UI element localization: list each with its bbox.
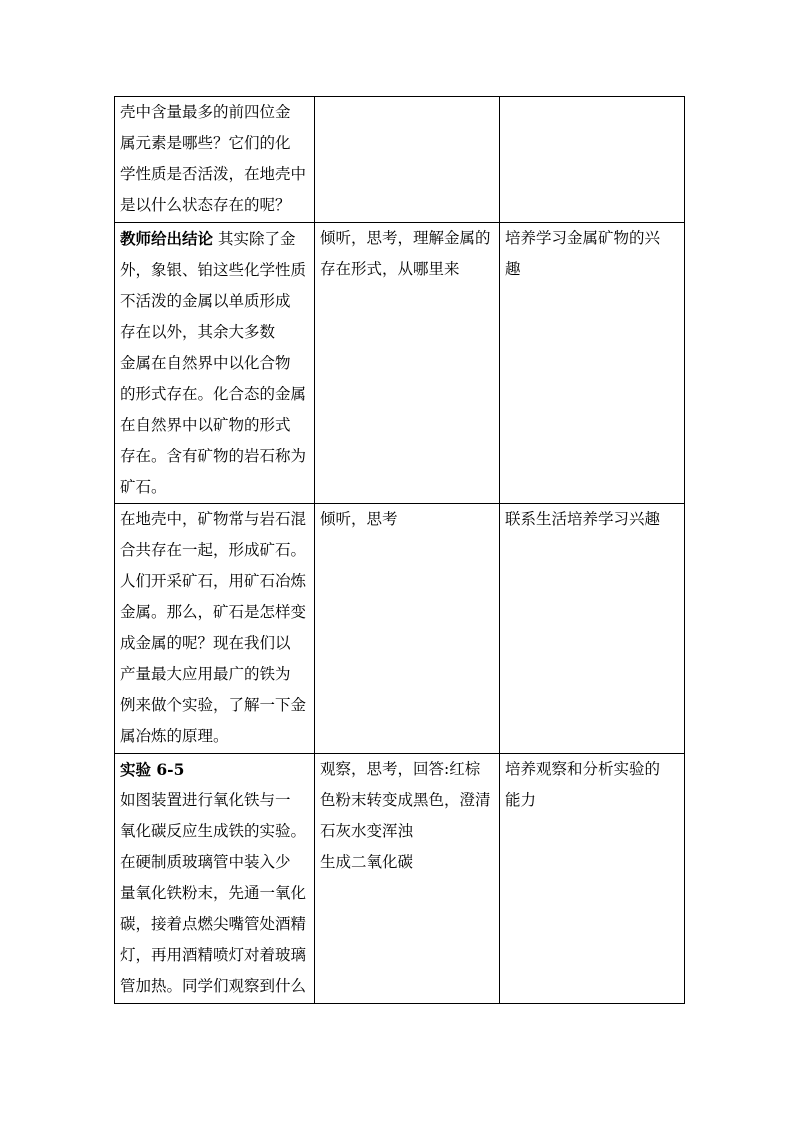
- cell-line: 人们开采矿石，用矿石冶炼: [120, 572, 307, 590]
- cell-line: 量氧化铁粉末，先通一氧化: [120, 884, 307, 902]
- cell-line: 外，象银、铂这些化学性质: [120, 261, 307, 279]
- cell-line: 成金属的呢？现在我们以: [120, 634, 291, 652]
- cell-line: 产量最大应用最广的铁为: [120, 665, 291, 683]
- cell-line: 培养观察和分析实验的: [505, 760, 661, 778]
- cell-line: 学性质是否活泼，在地壳中: [120, 165, 307, 183]
- cell-line: 能力: [505, 791, 537, 809]
- design-intent-cell: [500, 754, 685, 1004]
- cell-line: 在硬制质玻璃管中装入少: [120, 853, 291, 871]
- cell-line: 的形式存在。化合态的金属: [120, 385, 307, 403]
- student-activity-cell: [315, 504, 500, 754]
- design-intent-cell: [500, 223, 685, 504]
- table-row: [115, 754, 685, 1004]
- cell-line: 倾听，思考，理解金属的: [320, 229, 491, 247]
- cell-line: 联系生活培养学习兴趣: [505, 510, 661, 528]
- design-intent-cell: [500, 97, 685, 223]
- cell-line: 趣: [505, 260, 521, 278]
- cell-line: 色粉末转变成黑色，澄清: [320, 791, 491, 809]
- table-row: [115, 504, 685, 754]
- cell-line: 存在以外，其余大多数: [120, 323, 276, 341]
- cell-line: 矿石。: [120, 478, 167, 496]
- cell-line: 不活泼的金属以单质形成: [120, 292, 291, 310]
- cell-line: [120, 223, 310, 255]
- cell-line: 培养学习金属矿物的兴: [505, 229, 661, 247]
- table-row: [115, 223, 685, 504]
- teacher-activity-cell: [115, 223, 315, 504]
- student-activity-cell: [315, 223, 500, 504]
- teacher-activity-cell: [115, 754, 315, 1004]
- cell-line: 存在形式，从哪里来: [320, 260, 460, 278]
- section-heading: 教师给出结论: [120, 229, 214, 248]
- cell-line: 倾听，思考: [320, 510, 398, 528]
- cell-line: 例来做个实验，了解一下金: [120, 696, 307, 714]
- design-intent-cell: [500, 504, 685, 754]
- teacher-activity-cell: [115, 97, 315, 223]
- cell-line: 属元素是哪些？它们的化: [120, 134, 291, 152]
- cell-line: 灯，再用酒精喷灯对着玻璃: [120, 946, 307, 964]
- cell-line: 生成二氧化碳: [320, 853, 414, 871]
- cell-line: 是以什么状态存在的呢？: [120, 196, 291, 214]
- cell-line: 管加热。同学们观察到什么: [120, 977, 307, 995]
- section-heading: 实验 6-5: [120, 760, 185, 779]
- cell-line: 观察，思考，回答:红棕: [320, 760, 481, 778]
- cell-line: 氧化碳反应生成铁的实验。: [120, 822, 307, 840]
- student-activity-cell: [315, 754, 500, 1004]
- lesson-plan-table: [114, 96, 685, 1004]
- cell-line: 如图装置进行氧化铁与一: [120, 791, 291, 809]
- cell-line: 合共存在一起，形成矿石。: [120, 541, 307, 559]
- cell-line: 在地壳中，矿物常与岩石混: [120, 510, 307, 528]
- cell-line: 金属。那么，矿石是怎样变: [120, 603, 307, 621]
- table-row: [115, 97, 685, 223]
- teacher-activity-cell: [115, 504, 315, 754]
- cell-line: 存在。含有矿物的岩石称为: [120, 447, 307, 465]
- cell-line: 碳，接着点燃尖嘴管处酒精: [120, 915, 307, 933]
- cell-line: 壳中含量最多的前四位金: [120, 103, 291, 121]
- cell-text: 其实除了金: [217, 230, 296, 248]
- student-activity-cell: [315, 97, 500, 223]
- cell-line: 属冶炼的原理。: [120, 727, 229, 745]
- cell-line: 在自然界中以矿物的形式: [120, 416, 291, 434]
- cell-line: 金属在自然界中以化合物: [120, 354, 291, 372]
- cell-line: 石灰水变浑浊: [320, 822, 414, 840]
